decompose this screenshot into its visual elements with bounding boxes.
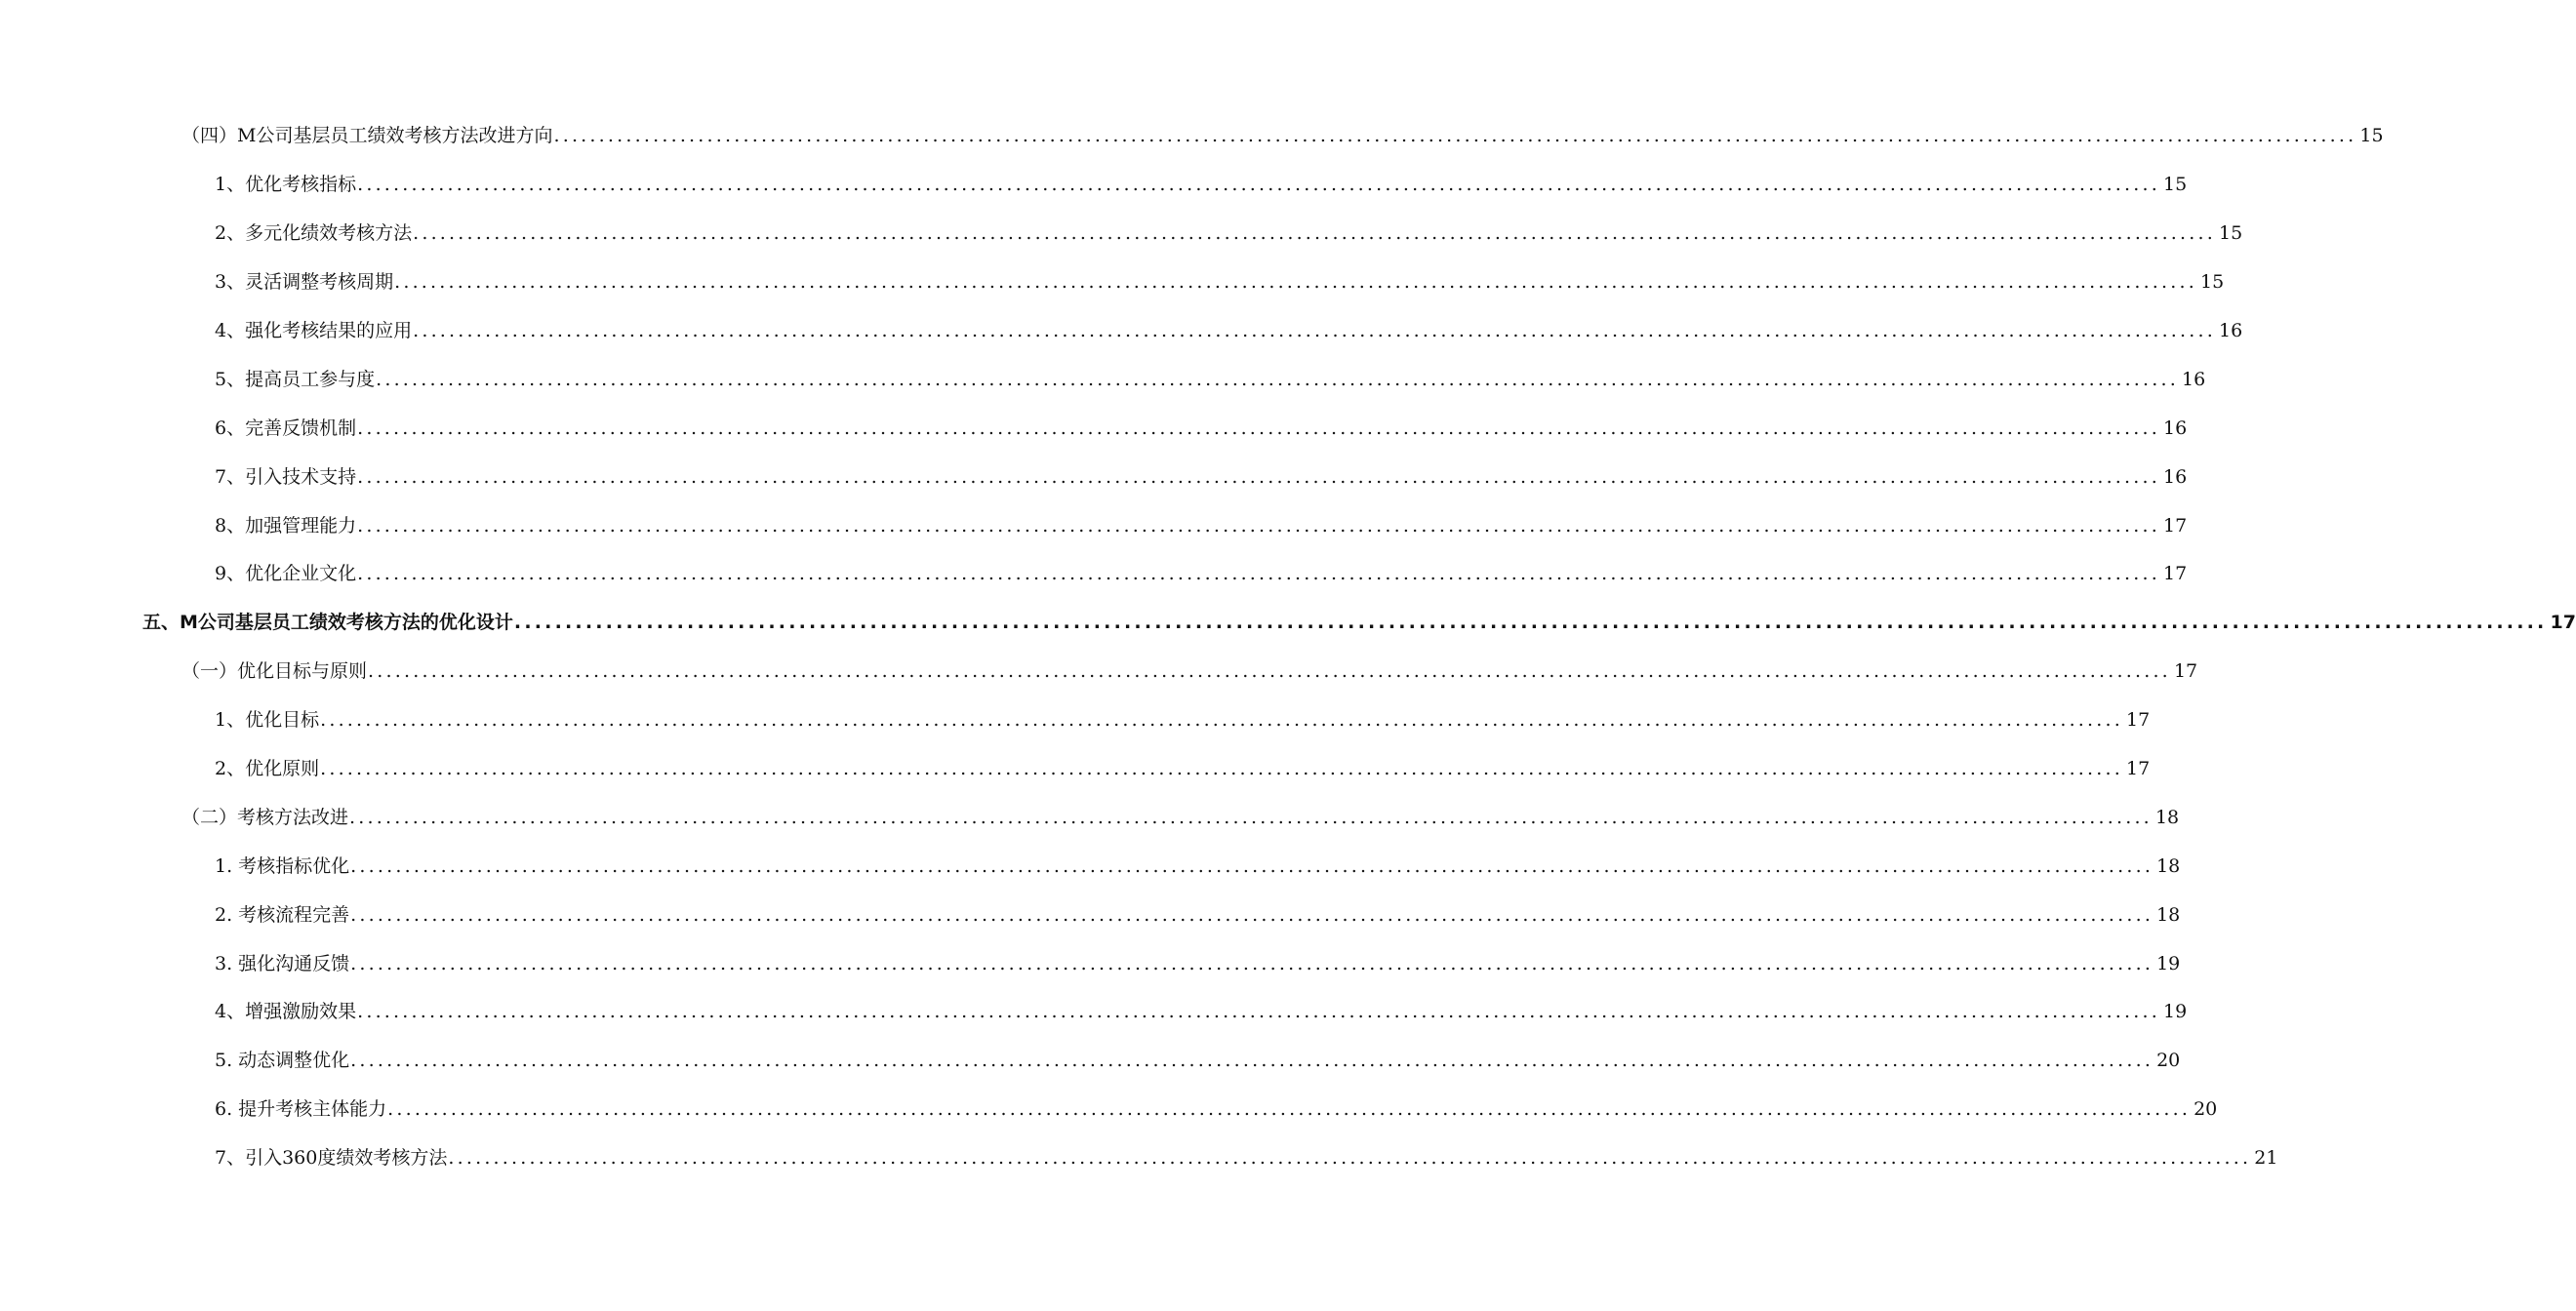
toc-entry-page: 18 <box>2154 806 2180 828</box>
toc-entry-title: 6. 提升考核主体能力 <box>215 1098 387 1121</box>
dot-leader: ........................................................................................................................................................................................................ <box>413 222 2217 245</box>
toc-entry-page: 17 <box>2126 709 2151 732</box>
toc-entry-page: 18 <box>2156 854 2181 877</box>
toc-entry-title: 7、引入360度绩效考核方法 <box>215 1147 448 1170</box>
toc-entry-page: 15 <box>2359 125 2384 147</box>
toc-entry[interactable] <box>0 112 2384 161</box>
dot-leader: ........................................................................................................................................................................................................ <box>448 1147 2252 1170</box>
toc-entry-page: 19 <box>2163 1001 2188 1023</box>
toc-entry[interactable] <box>0 842 2181 891</box>
dot-leader: ........................................................................................................................................................................................................ <box>320 758 2124 780</box>
dot-leader: ........................................................................................................................................................................................................ <box>320 709 2124 732</box>
toc-entry-title: 3、灵活调整考核周期 <box>215 271 394 294</box>
toc-entry[interactable] <box>0 307 2243 356</box>
toc-entry-page: 17 <box>2163 563 2188 585</box>
toc-entry[interactable] <box>0 696 2151 745</box>
dot-leader: ........................................................................................................................................................................................................ <box>349 806 2153 828</box>
dot-leader: ........................................................................................................................................................................................................ <box>357 174 2161 196</box>
toc-entry-page: 15 <box>2219 222 2243 245</box>
toc-entry[interactable] <box>0 891 2181 939</box>
toc-entry-title: （一）优化目标与原则 <box>181 660 368 683</box>
toc-entry[interactable] <box>0 793 2180 842</box>
toc-entry-title: 1. 考核指标优化 <box>215 854 350 877</box>
dot-leader: ........................................................................................................................................................................................................ <box>357 1001 2161 1023</box>
toc-entry[interactable] <box>0 550 2188 599</box>
dot-leader: ........................................................................................................................................................................................................ <box>350 952 2154 974</box>
dot-leader: ........................................................................................................................................................................................................ <box>357 417 2161 439</box>
toc-entry-title: 2. 考核流程完善 <box>215 903 350 926</box>
toc-entry[interactable] <box>0 210 2243 258</box>
toc-entry[interactable] <box>0 745 2151 794</box>
toc-entry-page: 17 <box>2173 660 2198 683</box>
toc-entry-title: 5. 动态调整优化 <box>215 1050 350 1072</box>
toc-entry-title: 8、加强管理能力 <box>215 514 357 536</box>
dot-leader: ........................................................................................................................................................................................................ <box>413 320 2217 341</box>
toc-entry[interactable] <box>0 453 2188 501</box>
dot-leader: ........................................................................................................................................................................................................ <box>357 514 2161 536</box>
dot-leader: ........................................................................................................................................................................................................ <box>387 1098 2192 1121</box>
toc-entry-page: 16 <box>2163 465 2188 488</box>
toc-entry-title: 3. 强化沟通反馈 <box>215 952 350 974</box>
dot-leader: ........................................................................................................................................................................................................ <box>376 368 2180 390</box>
dot-leader: ........................................................................................................................................................................................................ <box>394 271 2198 294</box>
dot-leader: ........................................................................................................................................................................................................ <box>553 125 2357 147</box>
toc-entry-title: 五、M公司基层员工绩效考核方法的优化设计 <box>142 612 513 634</box>
toc-entry-page: 18 <box>2156 903 2181 926</box>
toc-entry[interactable] <box>0 404 2188 453</box>
dot-leader: ........................................................................................................................................................................................................ <box>357 465 2161 488</box>
dot-leader: ........................................................................................................................................................................................................ <box>350 854 2154 877</box>
table-of-contents <box>0 112 2576 1183</box>
toc-entry[interactable] <box>0 501 2188 550</box>
toc-entry-page: 19 <box>2156 952 2181 974</box>
toc-entry[interactable] <box>0 1086 2218 1134</box>
toc-entry-title: 4、强化考核结果的应用 <box>215 320 413 341</box>
toc-entry-title: 6、完善反馈机制 <box>215 417 357 439</box>
toc-entry-title: 2、多元化绩效考核方法 <box>215 222 413 245</box>
toc-entry-page: 16 <box>2163 417 2188 439</box>
toc-entry[interactable] <box>0 988 2188 1037</box>
toc-entry-page: 16 <box>2219 320 2243 341</box>
toc-entry-title: 2、优化原则 <box>215 758 320 780</box>
dot-leader: ........................................................................................................................................................................................................ <box>513 612 2548 634</box>
toc-entry-title: 4、增强激励效果 <box>215 1001 357 1023</box>
dot-leader: ........................................................................................................................................................................................................ <box>368 660 2171 683</box>
toc-entry-page: 17 <box>2550 612 2576 634</box>
dot-leader: ........................................................................................................................................................................................................ <box>350 1050 2154 1072</box>
toc-chapter-entry[interactable] <box>0 599 2576 648</box>
toc-entry[interactable] <box>0 648 2198 696</box>
toc-entry-title: 5、提高员工参与度 <box>215 368 376 390</box>
toc-entry[interactable] <box>0 161 2188 210</box>
toc-entry-title: 1、优化考核指标 <box>215 174 357 196</box>
toc-entry[interactable] <box>0 1134 2278 1183</box>
toc-entry-title: （四）M公司基层员工绩效考核方法改进方向 <box>181 125 553 147</box>
toc-entry[interactable] <box>0 258 2225 307</box>
toc-entry-title: 9、优化企业文化 <box>215 563 357 585</box>
toc-entry-page: 17 <box>2163 514 2188 536</box>
toc-entry[interactable] <box>0 939 2181 988</box>
toc-entry-page: 15 <box>2163 174 2188 196</box>
toc-entry-title: 7、引入技术支持 <box>215 465 357 488</box>
toc-entry-title: （二）考核方法改进 <box>181 806 349 828</box>
dot-leader: ........................................................................................................................................................................................................ <box>350 903 2154 926</box>
toc-entry-page: 20 <box>2194 1098 2218 1121</box>
toc-entry-page: 20 <box>2156 1050 2181 1072</box>
toc-entry[interactable] <box>0 1037 2181 1086</box>
toc-entry-page: 21 <box>2254 1147 2278 1170</box>
toc-entry-page: 17 <box>2126 758 2151 780</box>
toc-entry-title: 1、优化目标 <box>215 709 320 732</box>
toc-entry[interactable] <box>0 355 2206 404</box>
toc-entry-page: 16 <box>2182 368 2206 390</box>
toc-entry-page: 15 <box>2200 271 2225 294</box>
dot-leader: ........................................................................................................................................................................................................ <box>357 563 2161 585</box>
